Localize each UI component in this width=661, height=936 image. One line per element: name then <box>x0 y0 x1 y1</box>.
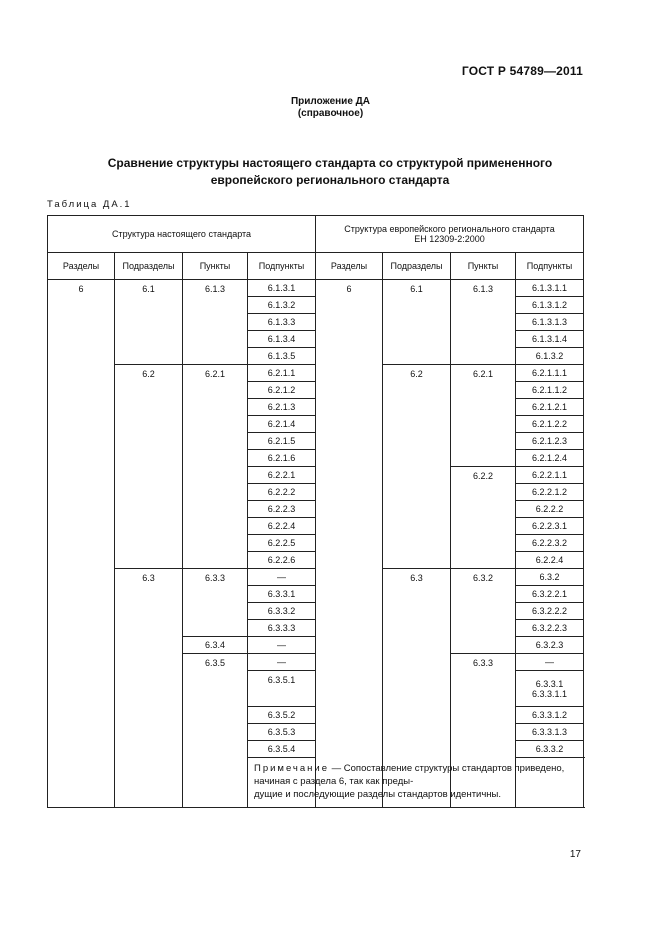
right-point: 6.2.2 <box>451 467 516 569</box>
section-title-line-1: Сравнение структуры настоящего стандарта со структурой примененного <box>107 156 553 170</box>
right-subpoint: 6.2.2.1.2 <box>516 484 584 501</box>
right-subpoint: 6.2.1.2.3 <box>516 433 584 450</box>
left-subpoint: 6.3.3.2 <box>248 603 316 620</box>
right-subpoint: 6.3.3.1 <box>535 678 564 689</box>
right-subpoint-pair <box>516 671 584 707</box>
column-header: Пункты <box>451 253 516 280</box>
right-subpoint: 6.3.3.1.2 <box>516 707 584 724</box>
left-point: 6.3.3 <box>183 569 248 637</box>
right-subpoint: 6.3.3.1.3 <box>516 724 584 741</box>
left-subpoint: 6.2.1.4 <box>248 416 316 433</box>
left-subpoint: 6.1.3.1 <box>248 280 316 297</box>
left-subpoint: 6.2.1.6 <box>248 450 316 467</box>
right-subpoint: 6.3.3.1.1 <box>531 688 568 699</box>
right-subpoint: 6.2.1.2.2 <box>516 416 584 433</box>
right-point: 6.1.3 <box>451 280 516 365</box>
right-subpoint: 6.2.2.2 <box>516 501 584 518</box>
left-subpoint: 6.1.3.3 <box>248 314 316 331</box>
right-subpoint: 6.3.2 <box>516 569 584 586</box>
left-subsection: 6.3 <box>115 569 183 808</box>
left-point: 6.3.5 <box>183 654 248 808</box>
left-subpoint: 6.3.5.4 <box>248 741 316 758</box>
right-subpoint: 6.3.2.2.3 <box>516 620 584 637</box>
column-header: Подразделы <box>115 253 183 280</box>
right-point: 6.2.1 <box>451 365 516 467</box>
left-subpoint: 6.2.2.4 <box>248 518 316 535</box>
left-subpoint: 6.2.1.5 <box>248 433 316 450</box>
right-subpoint: 6.3.2.2.2 <box>516 603 584 620</box>
left-subsection: 6.1 <box>115 280 183 365</box>
left-subpoint: — <box>248 637 316 654</box>
note-text-continued: дущие и последующие разделы стандартов идентичны. <box>254 789 502 800</box>
section-title-line-2: европейского регионального стандарта <box>210 173 450 187</box>
right-subpoint: 6.1.3.1.3 <box>516 314 584 331</box>
right-subpoint: 6.2.1.2.4 <box>516 450 584 467</box>
left-subpoint: 6.3.5.1 <box>248 671 316 707</box>
right-subpoint: 6.1.3.1.1 <box>516 280 584 297</box>
column-header: Подпункты <box>248 253 316 280</box>
right-subpoint: 6.2.2.3.1 <box>516 518 584 535</box>
column-header: Разделы <box>48 253 115 280</box>
appendix-title: Приложение ДА <box>290 96 371 107</box>
right-subpoint: 6.1.3.1.4 <box>516 331 584 348</box>
note-text: — Сопоставление структуры стандартов приведено, начиная с раздела 6, так как преды- <box>254 763 565 787</box>
left-subpoint: 6.3.5.2 <box>248 707 316 724</box>
right-subsection: 6.3 <box>383 569 451 808</box>
column-header: Подразделы <box>383 253 451 280</box>
right-subpoint: 6.3.2.3 <box>516 637 584 654</box>
column-header: Подпункты <box>516 253 584 280</box>
column-header: Разделы <box>316 253 383 280</box>
left-subpoint: 6.3.5.3 <box>248 724 316 741</box>
right-subpoint: 6.2.2.3.2 <box>516 535 584 552</box>
appendix-subtitle: (справочное) <box>297 108 364 119</box>
left-subpoint: 6.3.3.1 <box>248 586 316 603</box>
table-note <box>248 758 584 808</box>
right-subsection: 6.1 <box>383 280 451 365</box>
left-subpoint: — <box>248 569 316 586</box>
right-group-header-line-1: Структура европейского регионального стандарта <box>344 224 555 234</box>
page-number: 17 <box>569 849 581 860</box>
right-subpoint: — <box>516 654 584 671</box>
left-subpoint: 6.1.3.5 <box>248 348 316 365</box>
right-subsection: 6.2 <box>383 365 451 569</box>
right-subpoint: 6.1.3.2 <box>516 348 584 365</box>
note-lead: Примечание <box>254 763 329 774</box>
right-subpoint: 6.1.3.1.2 <box>516 297 584 314</box>
comparison-table <box>47 215 584 808</box>
right-point: 6.3.3 <box>451 654 516 808</box>
right-subpoint: 6.2.2.4 <box>516 552 584 569</box>
right-subpoint: 6.2.1.2.1 <box>516 399 584 416</box>
column-header: Пункты <box>183 253 248 280</box>
right-subpoint: 6.2.1.1.1 <box>516 365 584 382</box>
right-subpoint: 6.2.1.1.2 <box>516 382 584 399</box>
right-section: 6 <box>316 280 383 808</box>
left-section: 6 <box>48 280 115 808</box>
left-subpoint: 6.2.1.1 <box>248 365 316 382</box>
left-subpoint: 6.2.1.3 <box>248 399 316 416</box>
left-subpoint: — <box>248 654 316 671</box>
left-subpoint: 6.2.2.5 <box>248 535 316 552</box>
right-subpoint: 6.3.2.2.1 <box>516 586 584 603</box>
left-subpoint: 6.2.2.3 <box>248 501 316 518</box>
table-label: Таблица ДА.1 <box>47 199 132 210</box>
left-subpoint: 6.3.3.3 <box>248 620 316 637</box>
left-point: 6.3.4 <box>183 637 248 654</box>
right-group-header <box>316 216 584 253</box>
document-id: ГОСТ Р 54789—2011 <box>461 64 583 78</box>
left-point: 6.1.3 <box>183 280 248 365</box>
right-subpoint: 6.3.3.2 <box>516 741 584 758</box>
left-subpoint: 6.2.2.2 <box>248 484 316 501</box>
left-subpoint: 6.2.1.2 <box>248 382 316 399</box>
left-group-header: Структура настоящего стандарта <box>48 216 316 253</box>
left-subpoint: 6.1.3.2 <box>248 297 316 314</box>
left-subpoint: 6.1.3.4 <box>248 331 316 348</box>
right-point: 6.3.2 <box>451 569 516 654</box>
left-subsection: 6.2 <box>115 365 183 569</box>
right-subpoint: 6.2.2.1.1 <box>516 467 584 484</box>
left-point: 6.2.1 <box>183 365 248 569</box>
left-subpoint: 6.2.2.1 <box>248 467 316 484</box>
left-subpoint: 6.2.2.6 <box>248 552 316 569</box>
right-group-header-line-2: ЕН 12309-2:2000 <box>414 234 485 244</box>
